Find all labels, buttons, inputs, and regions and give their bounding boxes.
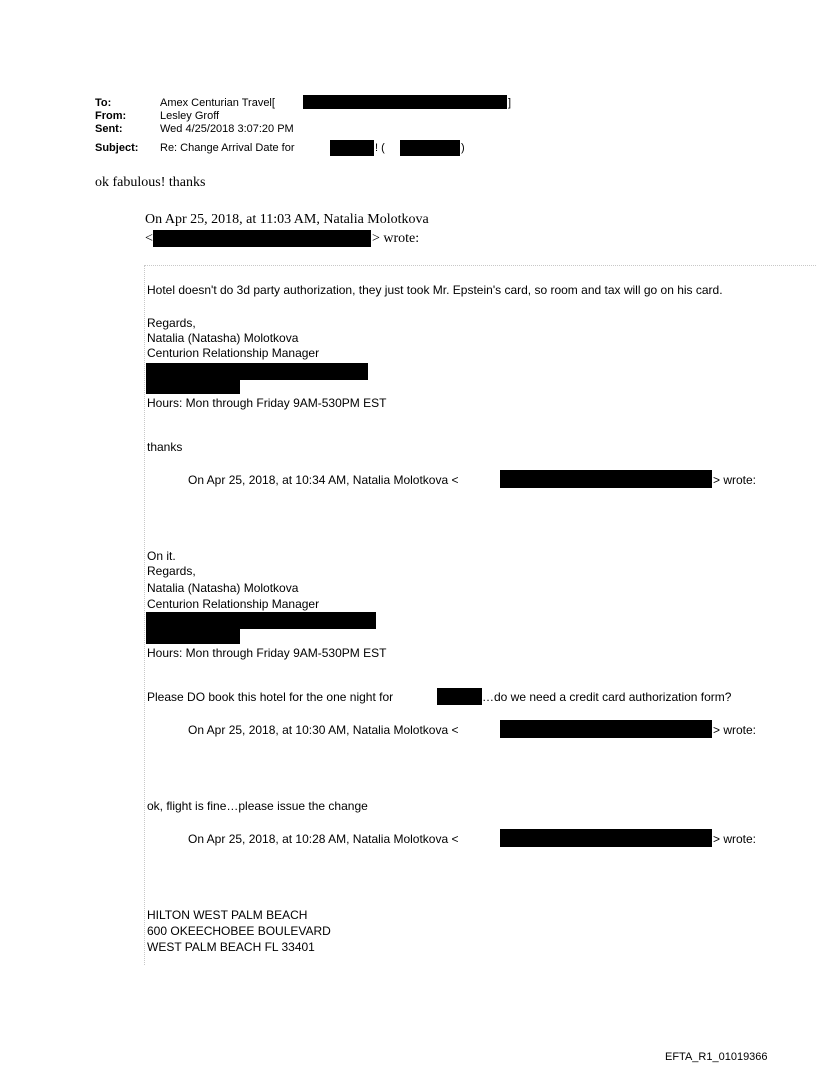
redaction-box <box>146 380 240 394</box>
address-line: WEST PALM BEACH FL 33401 <box>147 940 315 954</box>
message-text: thanks <box>147 440 183 454</box>
subject-mid: ! ( <box>375 142 385 154</box>
to-close: ] <box>508 97 512 109</box>
signature-regards: Regards, <box>147 316 196 330</box>
quote-intro-close: > wrote: <box>372 231 420 246</box>
quote-intro-pre: On Apr 25, 2018, at 10:34 AM, Natalia Molotkova < <box>188 473 459 487</box>
redaction-box <box>500 470 712 488</box>
quote-intro-post: > wrote: <box>713 832 757 846</box>
signature-hours: Hours: Mon through Friday 9AM-530PM EST <box>147 646 387 660</box>
quote-intro-line1: On Apr 25, 2018, at 11:03 AM, Natalia Molotkova <box>145 212 429 227</box>
subject-end: ) <box>461 142 465 154</box>
redaction-box <box>146 363 368 380</box>
address-line: HILTON WEST PALM BEACH <box>147 908 308 922</box>
message-text: ok, flight is fine…please issue the change <box>147 799 368 813</box>
redaction-box <box>400 140 460 156</box>
signature-hours: Hours: Mon through Friday 9AM-530PM EST <box>147 396 387 410</box>
quote-intro-post: > wrote: <box>713 723 757 737</box>
redaction-box <box>500 829 712 847</box>
subject-label: Subject: <box>95 142 139 154</box>
to-label: To: <box>95 97 112 109</box>
quote-intro-open: < <box>145 231 153 246</box>
quote-border-left <box>144 265 145 965</box>
redaction-box <box>437 688 482 705</box>
from-value: Lesley Groff <box>160 110 220 122</box>
signature-title: Centurion Relationship Manager <box>147 346 320 360</box>
signature-name: Natalia (Natasha) Molotkova <box>147 331 299 345</box>
message-text: Hotel doesn't do 3d party authorization, they just took Mr. Epstein's card, so room and tax will go on his card. <box>147 283 723 297</box>
quote-intro-post: > wrote: <box>713 473 757 487</box>
message-text-cont: …do we need a credit card authorization form? <box>482 690 732 704</box>
to-value: Amex Centurian Travel[ <box>160 97 275 109</box>
message-text: Please DO book this hotel for the one night for <box>147 690 394 704</box>
subject-value: Re: Change Arrival Date for <box>160 142 295 154</box>
quote-intro-pre: On Apr 25, 2018, at 10:30 AM, Natalia Molotkova < <box>188 723 459 737</box>
redaction-box <box>146 612 376 629</box>
signature-name: Natalia (Natasha) Molotkova <box>147 581 299 595</box>
signature-regards: Regards, <box>147 564 196 578</box>
document-id: EFTA_R1_01019366 <box>665 1051 768 1063</box>
quote-border-top <box>144 265 816 266</box>
quote-intro-pre: On Apr 25, 2018, at 10:28 AM, Natalia Molotkova < <box>188 832 459 846</box>
sent-label: Sent: <box>95 123 123 135</box>
message-text: On it. <box>147 549 176 563</box>
reply-text: ok fabulous! thanks <box>95 175 206 190</box>
signature-title: Centurion Relationship Manager <box>147 597 320 611</box>
redaction-box <box>303 95 507 109</box>
redaction-box <box>330 140 374 156</box>
redaction-box <box>500 720 712 738</box>
address-line: 600 OKEECHOBEE BOULEVARD <box>147 924 331 938</box>
redaction-box <box>146 629 240 644</box>
sent-value: Wed 4/25/2018 3:07:20 PM <box>160 123 294 135</box>
from-label: From: <box>95 110 127 122</box>
redaction-box <box>153 230 371 247</box>
